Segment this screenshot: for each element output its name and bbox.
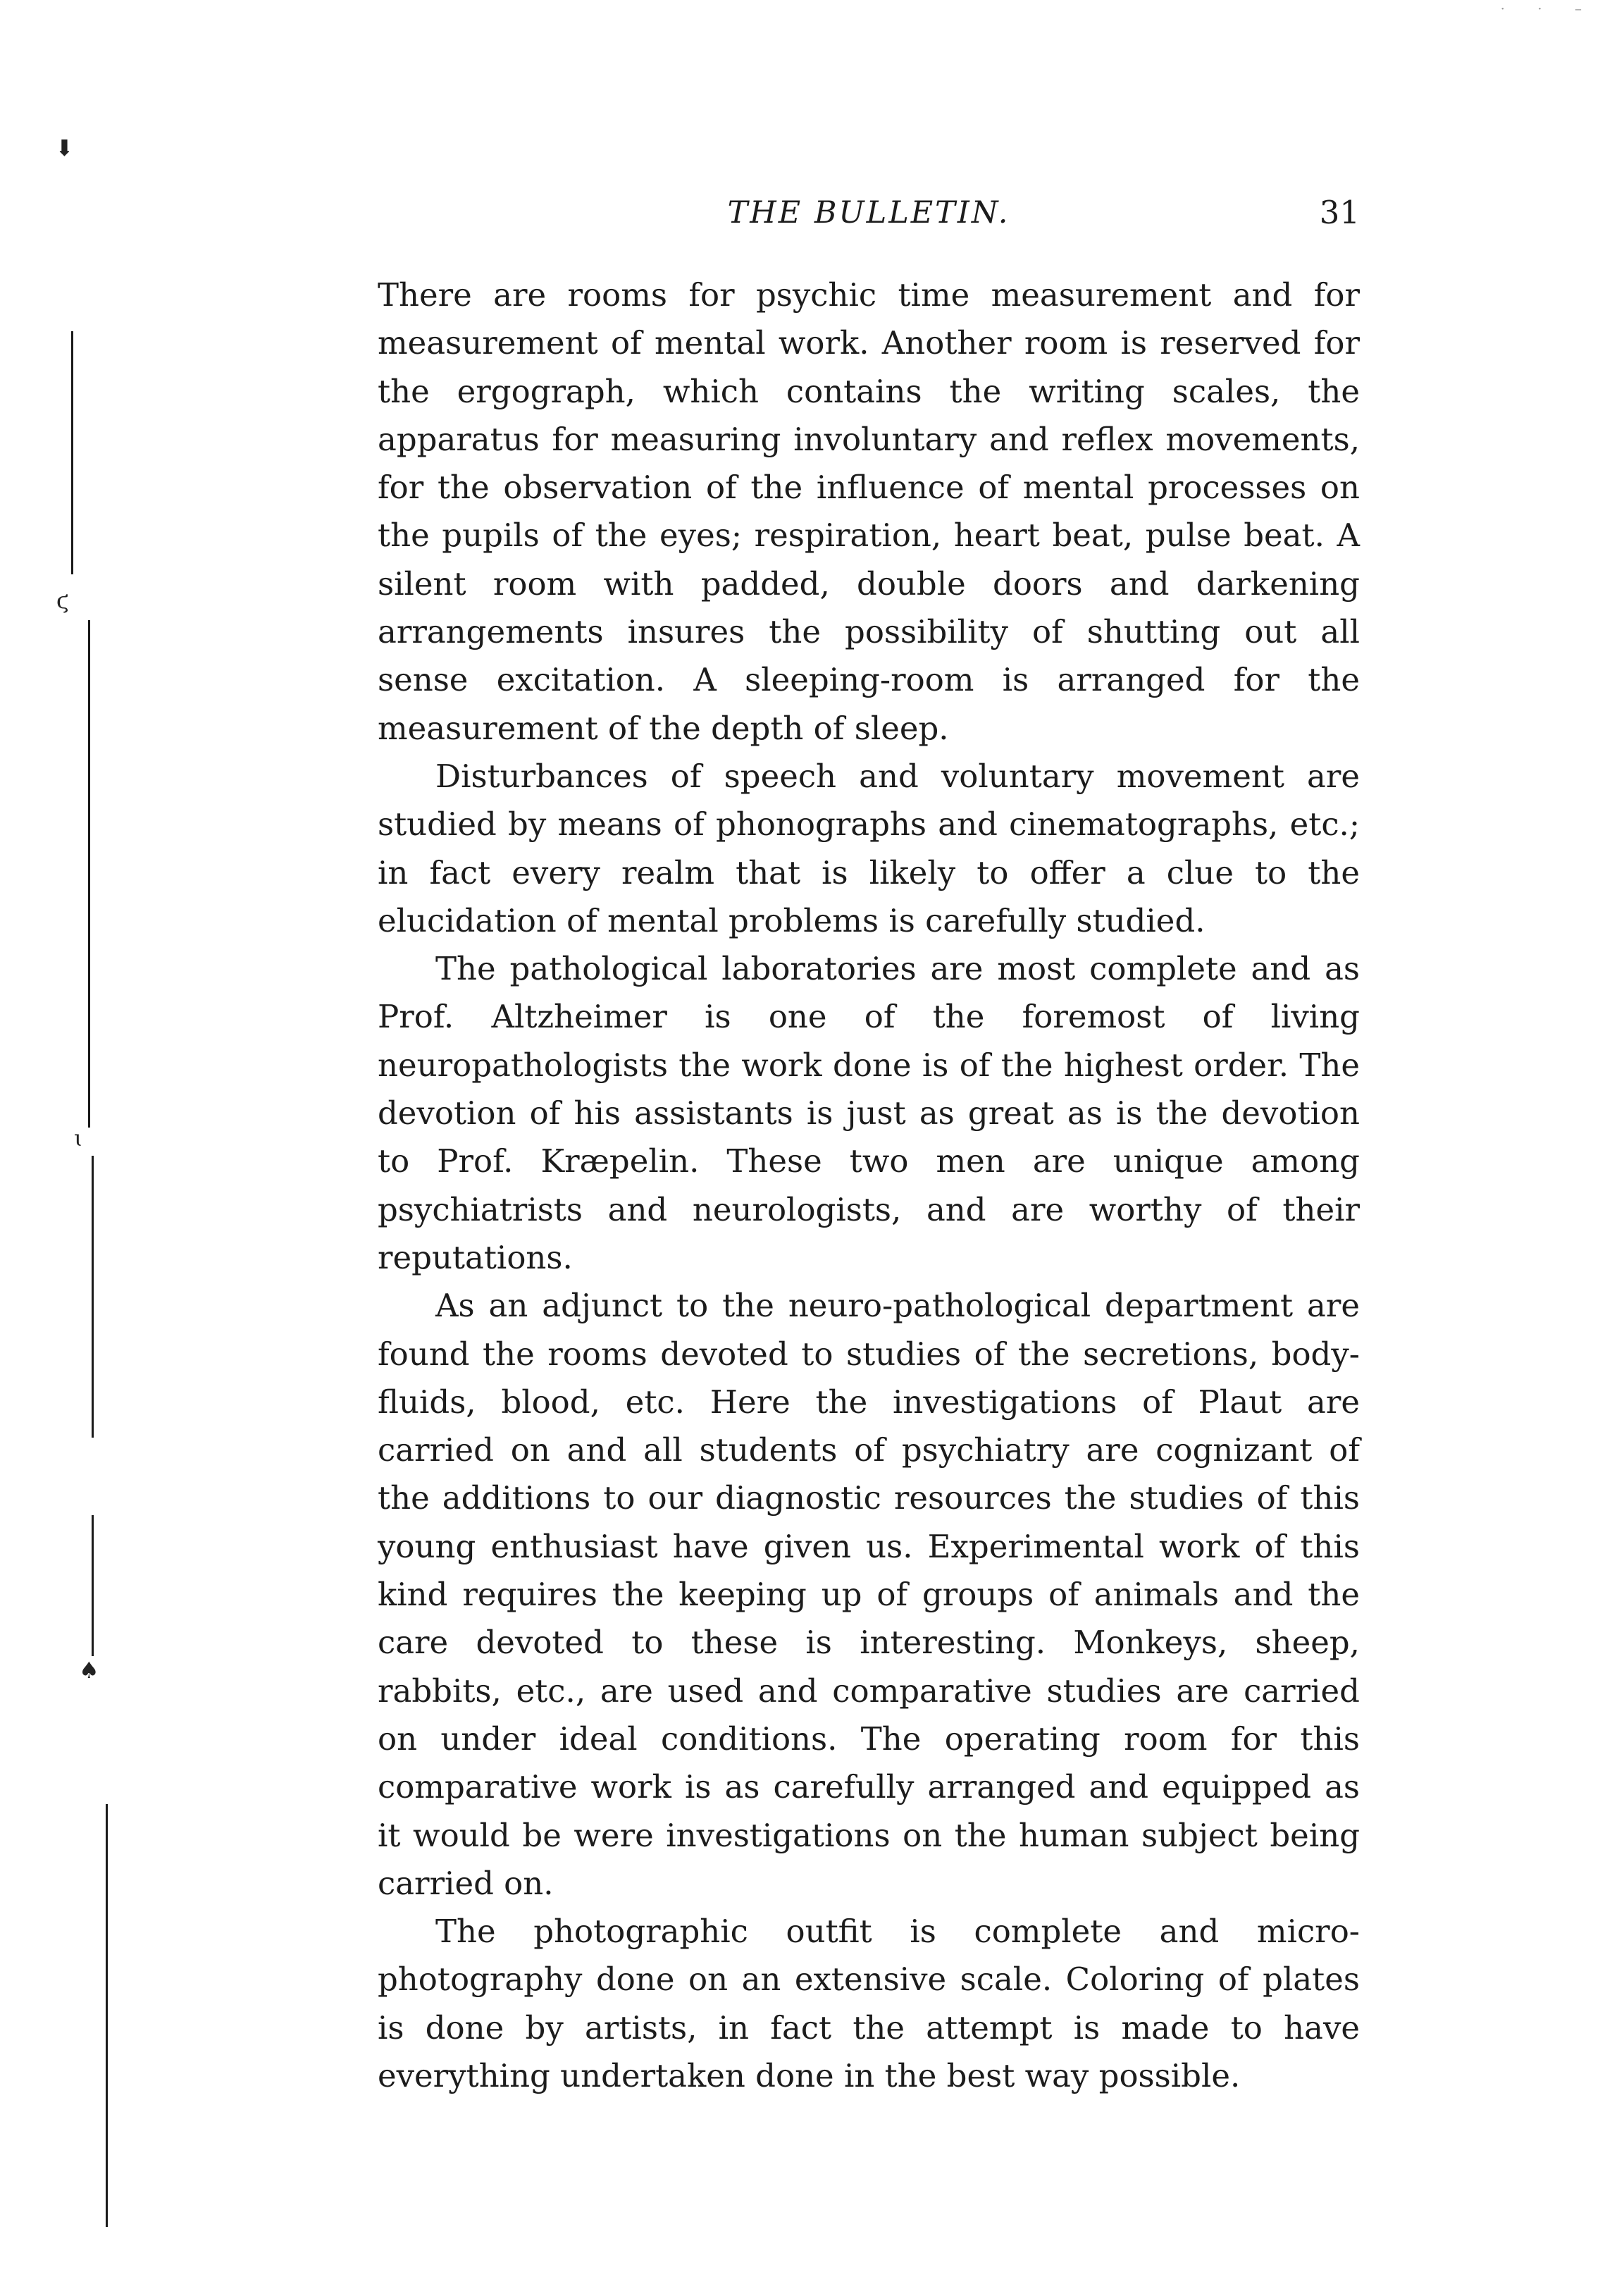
margin-clip-mark: ♠ bbox=[79, 1657, 99, 1684]
margin-arrow-mark: ⬇ bbox=[55, 135, 74, 161]
margin-rule-middle bbox=[92, 1156, 94, 1438]
body-text bbox=[378, 271, 1360, 2100]
margin-rule-upper bbox=[88, 620, 90, 1128]
paragraph-5: The photographic outfit is complete and micro-photography done on an extensive scale. Coloring of plates is done by artists, in fact the attempt is made to have everything undertaken done in the best way possible. bbox=[378, 1913, 1360, 2094]
paragraph-4: As an adjunct to the neuro-pathological department are found the rooms devoted to studies of the secretions, body-fluids, blood, etc. Here the investigations of Plaut are carried on and all students of psychiatry are cognizant of the additions to our diagnostic resources the studies of this young enthusiast have given us. Experimental work of this kind requires the keeping up of groups of animals and the care devoted to these is interesting. Monkeys, sheep, rabbits, etc., are used and comparative studies are carried on under ideal conditions. The operating room for this comparative work is as carefully arranged and equipped as it would be were investigations on the human subject being carried on. bbox=[378, 1287, 1360, 1902]
page-number: 31 bbox=[1319, 194, 1360, 231]
paragraph-3: The pathological laboratories are most complete and as Prof. Altzheimer is one of the foremost of living neuropathologists the work done is of the highest order. The devotion of his assistants is just as great as is the devotion to Prof. Kræpelin. These two men are unique among psychiatrists and neurologists, and are worthy of their reputations. bbox=[378, 950, 1360, 1276]
margin-bracket-mark: ϛ bbox=[56, 587, 69, 614]
running-title: THE BULLETIN. bbox=[727, 195, 1010, 230]
margin-rule-lower bbox=[92, 1515, 94, 1656]
running-head bbox=[378, 192, 1360, 248]
margin-tick-mark: ɩ bbox=[74, 1125, 83, 1152]
paragraph-1: There are rooms for psychic time measurement and for measurement of mental work. Another room is reserved for the ergograph, which contains the writing scales, the apparatus for measuring involuntary and reflex movements, for the observation of the influence of mental processes on the pupils of the eyes; respiration, heart beat, pulse beat. A silent room with padded, double doors and darkening arrangements insures the possibility of shutting out all sense excitation. A sleeping-room is arranged for the measurement of the depth of sleep. bbox=[378, 276, 1360, 747]
margin-rule-top bbox=[71, 331, 73, 574]
margin-rule-bottom bbox=[106, 1804, 108, 2227]
corner-specks-decoration: · · – bbox=[1500, 0, 1596, 17]
paragraph-2: Disturbances of speech and voluntary movement are studied by means of phonographs and cinematographs, etc.; in fact every realm that is likely to offer a clue to the elucidation of mental problems is carefully studied. bbox=[378, 757, 1360, 939]
